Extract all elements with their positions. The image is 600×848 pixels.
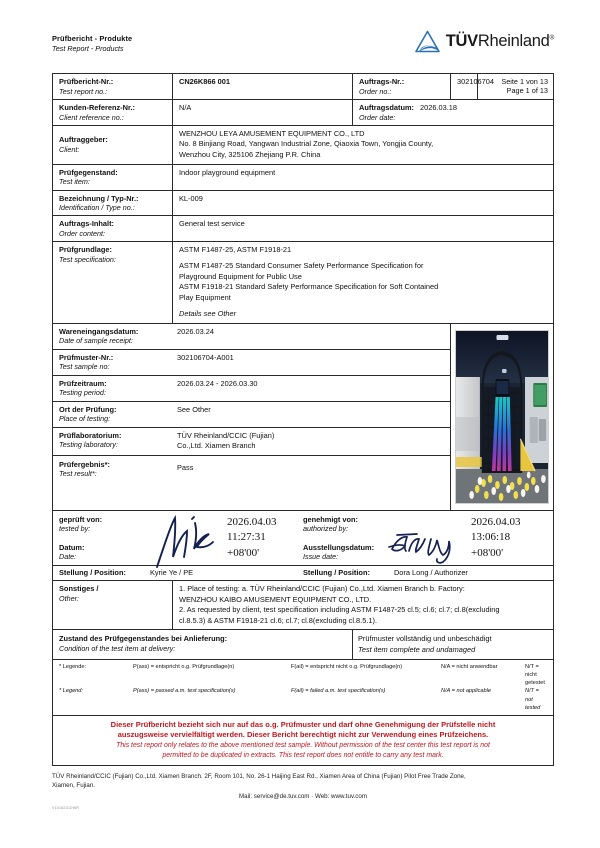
report-no-value-cell	[173, 74, 353, 100]
sample-no-label-de: Prüfmuster-Nr.:	[59, 352, 114, 362]
report-no-label-cell	[53, 74, 173, 100]
footer-version-code: V10162GCH6R	[52, 805, 80, 810]
testing-period-value-cell	[172, 375, 450, 401]
test-spec-line-4: ASTM F1918-21 Standard Safety Performance Specification for Soft Contained	[179, 282, 439, 292]
place-of-testing-value-cell	[172, 401, 450, 427]
test-result-value: Pass	[177, 462, 194, 472]
condition-label-en: Condition of the test item at delivery:	[59, 643, 176, 653]
tested-by-name: Kyrie Ye / PE	[149, 567, 194, 577]
page-footer	[52, 772, 554, 811]
sample-details-cell	[53, 323, 451, 510]
test-spec-label-en: Test specification:	[59, 255, 116, 265]
identification-value: KL-009	[179, 193, 203, 203]
legend-row-de	[59, 663, 548, 687]
test-result-value-cell	[172, 455, 450, 483]
table-row-sample-block	[53, 323, 554, 510]
footer-address-line-1: TÜV Rheinland/CCIC (Fujian) Co.,Ltd. Xiamen Branch. 2F, Room 101, No. 26-1 Haijing East Rd., Xiamen Area of China (Fujian) Pilot Free Trade Zone,	[52, 773, 466, 781]
order-content-value: General test service	[179, 219, 245, 229]
other-line-3: 2. As requested by client, test specification including ASTM F1487-25 cl.5; cl.6; cl.7; cl.8(excluding	[179, 605, 500, 615]
positions-grid	[59, 568, 547, 579]
testing-lab-line-1: TÜV Rheinland/CCIC (Fujian)	[177, 430, 275, 440]
table-row-report-no	[53, 74, 554, 100]
condition-label-cell	[53, 630, 353, 660]
testing-period-label-cell	[53, 375, 172, 401]
testing-lab-line-2: Co.,Ltd. Xiamen Branch	[177, 441, 256, 451]
identification-label-cell	[53, 190, 173, 216]
signature-block-cell	[53, 510, 554, 565]
sample-receipt-label-de: Wareneingangsdatum:	[59, 326, 139, 336]
sample-receipt-label-cell	[53, 324, 172, 349]
identification-label-de: Bezeichnung / Typ-Nr.:	[59, 193, 139, 203]
disclaimer-de-line-2: auszugsweise vervielfältigt werden. Dieser Bericht berechtigt nicht zur Verwendung eines Prüfzeichens.	[117, 729, 489, 739]
table-row-client-reference	[53, 99, 554, 125]
order-content-label-de: Auftrags-Inhalt:	[59, 219, 115, 229]
place-of-testing-label-de: Ort der Prüfung:	[59, 404, 117, 414]
other-label-en: Other:	[59, 593, 79, 603]
legend-title-en: * Legend:	[59, 688, 83, 695]
test-spec-line-1: ASTM F1487-25, ASTM F1918-21	[179, 245, 292, 255]
logo-wordmark	[446, 32, 554, 51]
authorized-by-timestamp	[471, 515, 543, 562]
sample-no-value: 302106704-A001	[177, 352, 234, 362]
client-name: WENZHOU LEYA AMUSEMENT EQUIPMENT CO., LTD	[179, 128, 365, 138]
client-ref-value: N/A	[179, 102, 192, 112]
signature-dora-long-icon	[387, 525, 469, 565]
test-spec-label-cell	[53, 242, 173, 323]
other-line-4: cl.8.5.3) & ASTM F1918-21 cl.6; cl.7; cl.8(excluding cl.8.5.1).	[179, 615, 377, 625]
table-row-test-specification	[53, 242, 554, 323]
place-of-testing-value: See Other	[177, 404, 211, 414]
table-row-test-item	[53, 164, 554, 190]
test-spec-label-de: Prüfgrundlage:	[59, 245, 112, 255]
client-address-2: Wenzhou City, 325106 Zhejiang P.R. China	[179, 150, 321, 159]
test-item-label-de: Prüfgegenstand:	[59, 167, 118, 177]
authorized-by-position	[303, 568, 547, 579]
tuv-rheinland-triangle-icon	[414, 30, 441, 53]
legend-de-na: N/A = nicht anwendbar	[441, 664, 498, 671]
authorized-by-time: 13:06:18	[471, 531, 511, 544]
test-result-label-en: Test result*:	[59, 469, 97, 479]
order-date-value: 2026.03.18	[420, 102, 458, 112]
table-row-disclaimer	[53, 715, 554, 765]
test-item-label-cell	[53, 164, 173, 190]
order-content-label-en: Order content:	[59, 229, 105, 239]
order-content-value-cell	[173, 216, 554, 242]
place-of-testing-label-en: Place of testing:	[59, 414, 111, 424]
test-spec-details-note: Details see Other	[179, 309, 237, 319]
logo-rheinland: Rheinland	[477, 32, 550, 50]
sample-no-value-cell	[172, 349, 450, 375]
sample-no-label-en: Test sample no:	[59, 362, 110, 372]
client-label-cell	[53, 125, 173, 164]
client-address-1: No. 8 Binjiang Road, Yangwan Industrial Zone, Qiaoxia Town, Yongjia County,	[179, 139, 434, 149]
tested-by-column	[59, 515, 303, 562]
page-number-de: Seite 1 von 13	[501, 77, 548, 86]
report-no-value: CN26K866 001	[179, 77, 230, 86]
tested-by-offset: +08'00'	[227, 546, 260, 559]
order-no-value-cell	[451, 74, 494, 100]
order-no-label-de: Auftrags-Nr.:	[359, 77, 405, 86]
test-spec-line-5: Play Equipment	[179, 292, 231, 302]
order-content-label-cell	[53, 216, 173, 242]
table-row-positions	[53, 565, 554, 581]
condition-value-de: Prüfmuster vollständig und unbeschädigt	[358, 634, 492, 644]
client-ref-value-cell	[173, 99, 353, 125]
tested-by-position	[59, 568, 303, 579]
condition-value-en: Test item complete and undamaged	[358, 644, 476, 654]
authorized-by-label-de: genehmigt von:	[303, 514, 359, 524]
client-label-en: Client:	[59, 144, 80, 154]
tested-by-date: 2026.04.03	[227, 515, 277, 528]
condition-label-de: Zustand des Prüfgegenstandes bei Anlieferung:	[59, 634, 228, 644]
client-ref-label-cell	[53, 99, 173, 125]
legend-en-fail: F(ail) = failed a.m. test specification(s)	[291, 688, 386, 695]
table-row-test-result	[53, 455, 450, 483]
testing-period-value: 2026.03.24 - 2026.03.30	[177, 378, 258, 388]
report-no-label-en: Test report no.:	[59, 86, 108, 96]
client-ref-label-de: Kunden-Referenz-Nr.:	[59, 102, 135, 112]
client-ref-label-en: Client reference no.:	[59, 112, 124, 122]
footer-contact: Mail: service@de.tuv.com · Web: www.tuv.com	[239, 792, 367, 800]
place-of-testing-label-cell	[53, 401, 172, 427]
header-titles	[52, 28, 132, 54]
table-row-sample-no	[53, 349, 450, 375]
sample-receipt-value: 2026.03.24	[177, 326, 214, 336]
disclaimer-en-line-1: This test report only relates to the above mentioned test sample. Without permission of the test center this test report is not	[116, 741, 490, 749]
tuv-rheinland-logo	[414, 28, 554, 53]
position-label-right: Stellung / Position:	[303, 567, 370, 577]
order-no-value: 302106704	[457, 77, 494, 86]
order-date-label-en: Order date:	[359, 112, 396, 122]
test-result-label-de: Prüfergebnis*:	[59, 459, 110, 469]
testing-period-label-de: Prüfzeitraum:	[59, 378, 107, 388]
legend-de-pass: P(ass) = entspricht o.g. Prüfgrundlage(n)	[133, 664, 235, 671]
legend-cell	[53, 660, 554, 716]
legend-en-nt: N/T = not tested	[525, 688, 541, 711]
signature-kyrie-ye-icon	[151, 513, 239, 571]
client-value-cell	[173, 125, 554, 164]
disclaimer-de-line-1: Dieser Prüfbericht bezieht sich nur auf das o.g. Prüfmuster und darf ohne Genehmigung der Prüfstelle nicht	[110, 719, 496, 729]
authorized-by-column	[303, 515, 547, 562]
other-label-de: Sonstiges /	[59, 584, 99, 594]
position-label-left: Stellung / Position:	[59, 567, 126, 577]
date-label-de: Datum:	[59, 542, 85, 552]
table-row-signatures	[53, 510, 554, 565]
other-line-1: 1. Place of testing: a. TÜV Rheinland/CCIC (Fujian) Co.,Ltd. Xiamen Branch b. Factory:	[179, 584, 465, 594]
testing-lab-label-en: Testing laboratory:	[59, 440, 118, 450]
sample-receipt-value-cell	[172, 324, 450, 349]
table-row-sample-receipt	[53, 324, 450, 349]
authorized-by-label-en: authorized by:	[303, 524, 349, 534]
identification-label-en: Identification / Type no.:	[59, 203, 135, 213]
order-date-cell	[353, 99, 554, 125]
report-details-table	[52, 73, 554, 766]
legend-en-na: N/A = not applicable	[441, 688, 492, 695]
order-no-label-en: Order no.:	[359, 86, 392, 96]
header-title-de: Prüfbericht - Produkte	[52, 34, 133, 43]
order-date-label-de: Auftragsdatum:	[359, 102, 415, 112]
authorized-by-offset: +08'00'	[471, 546, 504, 559]
test-spec-line-2: ASTM F1487-25 Standard Consumer Safety Performance Specification for	[179, 260, 424, 270]
report-no-label-de: Prüfbericht-Nr.:	[59, 77, 114, 86]
legend-en-pass: P(ass) = passed a.m. test specification(s)	[133, 688, 236, 695]
testing-lab-label-de: Prüflaboratorium:	[59, 430, 122, 440]
tested-by-label-en: tested by:	[59, 524, 91, 534]
positions-cell	[53, 565, 554, 581]
order-no-label-cell	[353, 74, 451, 100]
legend-row-en	[59, 687, 548, 711]
page-number-en: Page 1 of 13	[506, 86, 548, 96]
disclaimer-en-line-2: permitted to be duplicated in extracts. This test report does not entitle to carry any test mark.	[162, 751, 444, 759]
other-label-cell	[53, 581, 173, 630]
table-row-other	[53, 581, 554, 630]
legend-title-de: * Legende:	[59, 664, 87, 671]
legend-de-nt: N/T = nicht getestet	[525, 664, 545, 687]
issue-date-label-de: Ausstellungsdatum:	[303, 542, 375, 552]
sample-no-label-cell	[53, 349, 172, 375]
condition-value-cell	[353, 630, 554, 660]
disclaimer-cell	[53, 715, 554, 765]
indoor-playground-photo	[455, 330, 549, 504]
table-row-legend	[53, 660, 554, 716]
test-spec-line-3: Playground Equipment for Public Use	[179, 271, 302, 281]
test-item-value-cell	[173, 164, 554, 190]
table-row-condition	[53, 630, 554, 660]
sample-details-table	[53, 324, 450, 484]
test-result-label-cell	[53, 455, 172, 483]
signature-grid	[59, 515, 547, 562]
other-line-2: WENZHOU KAIBO AMUSEMENT EQUIPMENT CO., LTD.	[179, 594, 372, 604]
legend-de-fail: F(ail) = entspricht nicht o.g. Prüfgrundlage(n)	[291, 664, 403, 671]
test-item-value: Indoor playground equipment	[179, 167, 276, 177]
test-item-label-en: Test item:	[59, 177, 90, 187]
footer-address-line-2: Xiamen, Fujian.	[52, 782, 95, 790]
tested-by-time: 11:27:31	[227, 531, 266, 544]
logo-tuv: TÜV	[445, 32, 478, 50]
table-row-identification	[53, 190, 554, 216]
tested-by-label-de: geprüft von:	[59, 514, 103, 524]
header-title-en: Test Report - Products	[52, 43, 124, 53]
other-value-cell	[173, 581, 554, 630]
table-row-testing-period	[53, 375, 450, 401]
logo-registered-icon: ®	[549, 34, 554, 42]
testing-lab-label-cell	[53, 427, 172, 455]
table-row-order-content	[53, 216, 554, 242]
page-header	[52, 28, 554, 68]
authorized-by-date: 2026.04.03	[471, 515, 521, 528]
testing-period-label-en: Testing period:	[59, 388, 106, 398]
client-label-de: Auftraggeber:	[59, 135, 108, 145]
table-row-place-of-testing	[53, 401, 450, 427]
test-spec-value-cell	[173, 242, 554, 323]
test-item-photo-cell	[451, 323, 554, 510]
authorized-by-name: Dora Long / Authorizer	[393, 567, 468, 577]
date-label-en: Date:	[59, 552, 77, 562]
table-row-client	[53, 125, 554, 164]
issue-date-label-en: Issue date:	[303, 552, 339, 562]
sample-receipt-label-en: Date of sample receipt:	[59, 336, 133, 346]
testing-lab-value-cell	[172, 427, 450, 455]
identification-value-cell	[173, 190, 554, 216]
table-row-testing-laboratory	[53, 427, 450, 455]
